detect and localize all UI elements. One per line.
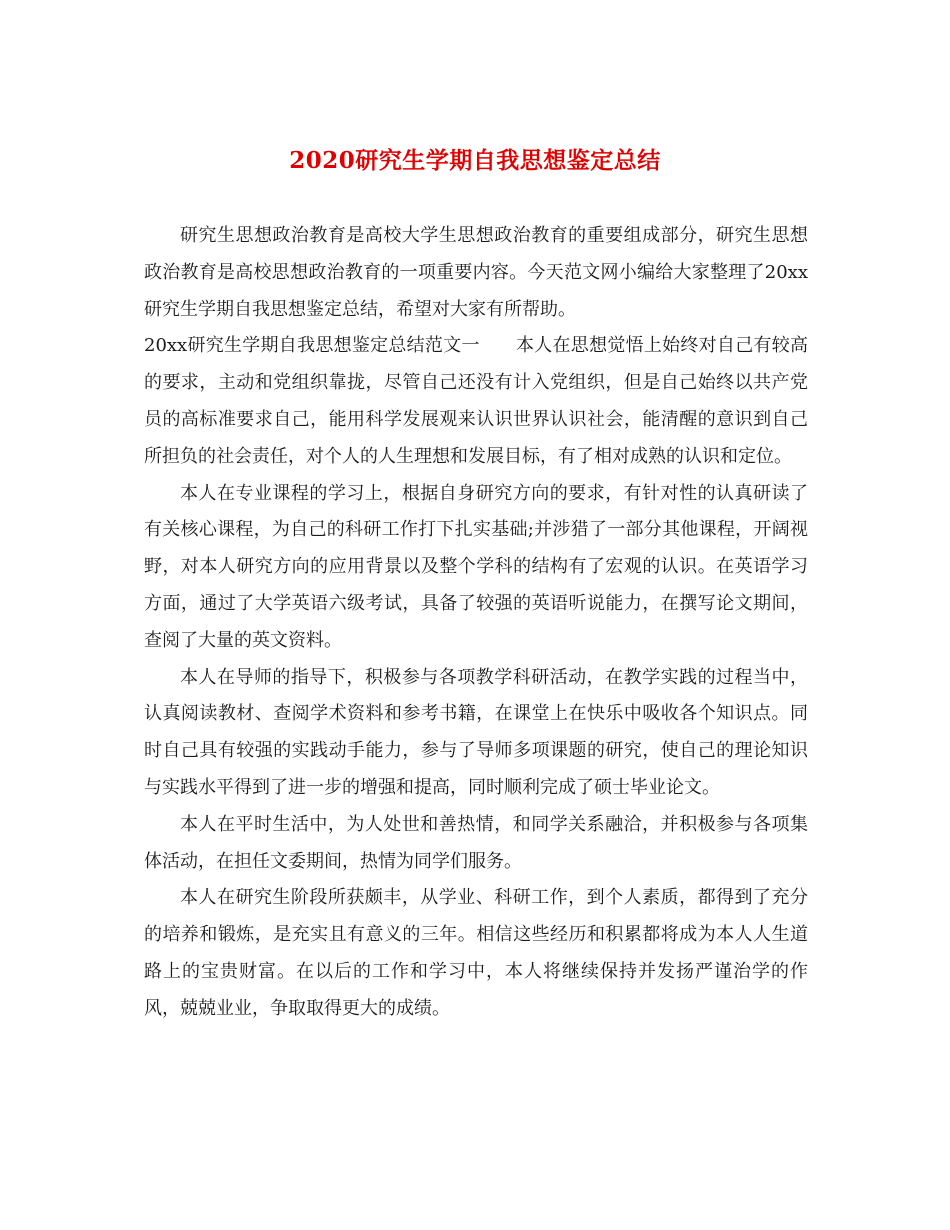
section-heading: 20xx研究生学期自我思想鉴定总结范文一 bbox=[144, 335, 480, 357]
body-paragraph-study: 本人在专业课程的学习上，根据自身研究方向的要求，有针对性的认真研读了有关核心课程，为自己的科研工作打下扎实基础;并涉猎了一部分其他课程，开阔视野，对本人研究方向的应用背景以及整个学科的结构有了宏观的认识。在英语学习方面，通过了大学英语六级考试，具备了较强的英语听说能力，在撰写论文期间，查阅了大量的英文资料。 bbox=[144, 482, 808, 651]
document-title: 2020研究生学期自我思想鉴定总结 bbox=[289, 147, 661, 174]
intro-paragraph: 研究生思想政治教育是高校大学生思想政治教育的重要组成部分，研究生思想政治教育是高校思想政治教育的一项重要内容。今天范文网小编给大家整理了20xx研究生学期自我思想鉴定总结，希望对大家有所帮助。 bbox=[144, 225, 808, 320]
section-paragraph bbox=[144, 328, 808, 475]
section-first-text: 本人在思想觉悟上始终对自己有较高的要求，主动和党组织靠拢，尽管自己还没有计入党组织，但是自己始终以共产党员的高标准要求自己，能用科学发展观来认识世界认识社会，能清醒的意识到自己所担负的社会责任，对个人的人生理想和发展目标，有了相对成熟的认识和定位。 bbox=[144, 335, 808, 467]
body-paragraph-research: 本人在导师的指导下，积极参与各项教学科研活动，在教学实践的过程当中，认真阅读教材、查阅学术资料和参考书籍，在课堂上在快乐中吸收各个知识点。同时自己具有较强的实践动手能力，参与了导师多项课题的研究，使自己的理论知识与实践水平得到了进一步的增强和提高，同时顺利完成了硕士毕业论文。 bbox=[144, 666, 808, 798]
body-paragraph-conclusion: 本人在研究生阶段所获颇丰，从学业、科研工作，到个人素质，都得到了充分的培养和锻炼，是充实且有意义的三年。相信这些经历和积累都将成为本人人生道路上的宝贵财富。在以后的工作和学习中，本人将继续保持并发扬严谨治学的作风，兢兢业业，争取取得更大的成绩。 bbox=[144, 887, 808, 1019]
body-paragraph-life: 本人在平时生活中，为人处世和善热情，和同学关系融洽，并积极参与各项集体活动，在担任文委期间，热情为同学们服务。 bbox=[144, 813, 808, 872]
document-body bbox=[144, 218, 808, 1028]
